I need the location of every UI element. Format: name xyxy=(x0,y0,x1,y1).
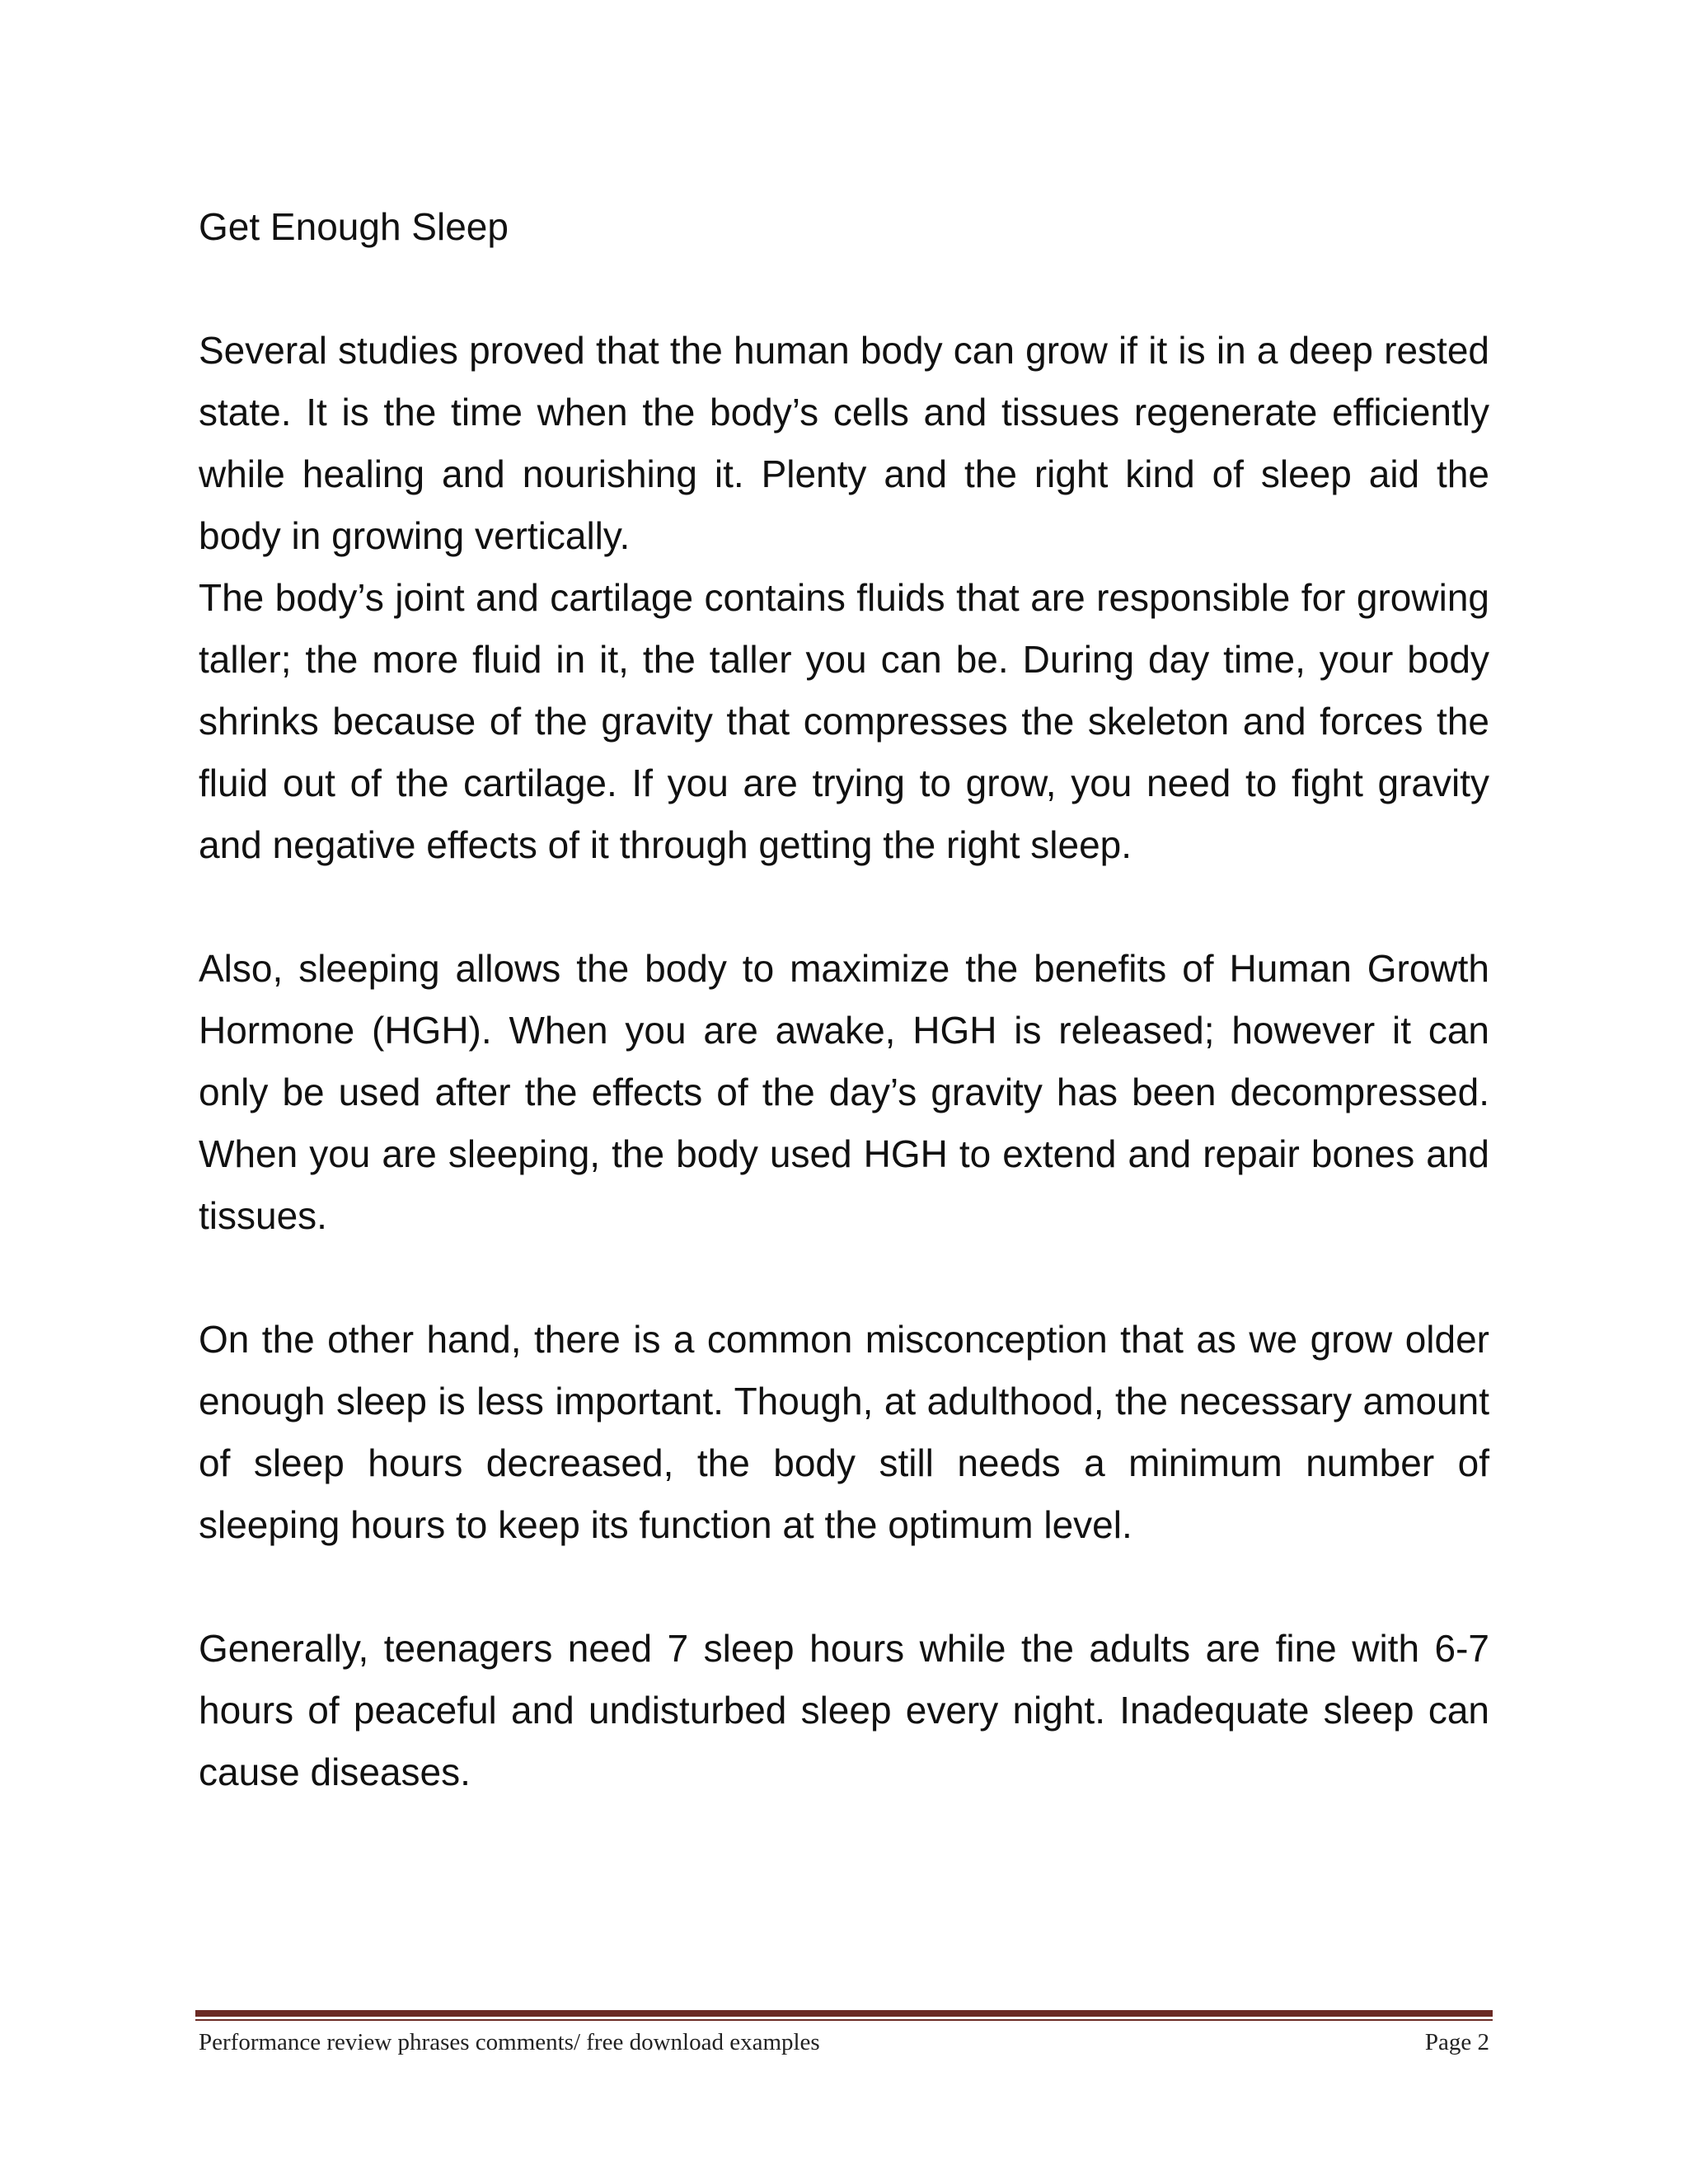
paragraph-1: Several studies proved that the human body can grow if it is in a deep rested state. It is the time when the body’s cells and tissues regenerate efficiently while healing and nourishing it. Plenty and the right kind of sleep aid the body in growing vertically. xyxy=(199,329,1489,557)
paragraph-4: On the other hand, there is a common misconception that as we grow older enough sleep is less important. Though, at adulthood, the necessary amount of sleep hours decreased, the body still needs a minimum number of sleeping hours to keep its function at the optimum level. xyxy=(199,1318,1489,1546)
footer-text: Performance review phrases comments/ free download examples xyxy=(199,2029,820,2055)
paragraph-3: Also, sleeping allows the body to maximize the benefits of Human Growth Hormone (HGH). When you are awake, HGH is released; however it can only be used after the effects of the day’s gravity has been decompressed. When you are sleeping, the body used HGH to extend and repair bones and tissues. xyxy=(199,947,1489,1237)
footer-divider-thin xyxy=(195,2019,1493,2021)
paragraph-5: Generally, teenagers need 7 sleep hours while the adults are fine with 6-7 hours of peaceful and undisturbed sleep every night. Inadequate sleep can cause diseases. xyxy=(199,1627,1489,1793)
page-content xyxy=(199,196,1489,1803)
footer-divider-thick xyxy=(195,2010,1493,2017)
paragraph-2: The body’s joint and cartilage contains fluids that are responsible for growing taller; the more fluid in it, the taller you can be. During day time, your body shrinks because of the gravity that compresses the skeleton and forces the fluid out of the cartilage. If you are trying to grow, you need to fight gravity and negative effects of it through getting the right sleep. xyxy=(199,576,1489,866)
section-heading: Get Enough Sleep xyxy=(199,205,509,248)
page-number: Page 2 xyxy=(1424,2029,1489,2055)
